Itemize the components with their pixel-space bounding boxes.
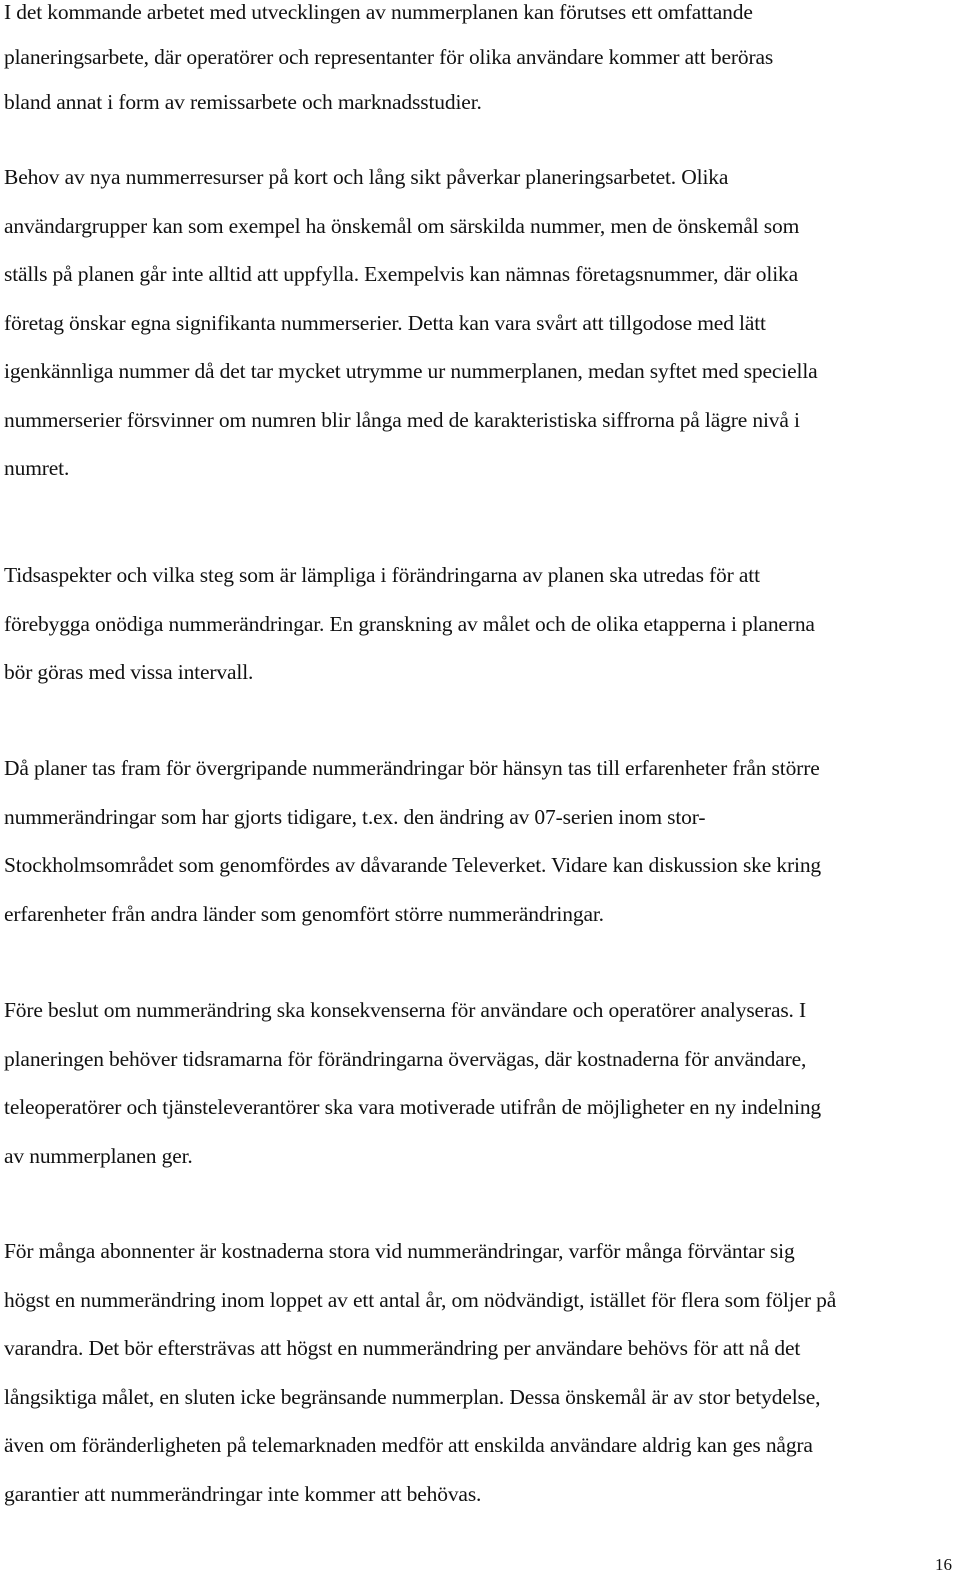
text-line: nummerserier försvinner om numren blir långa med de karakteristiska siffrorna på lägre nivå i xyxy=(4,407,800,432)
text-line: För många abonnenter är kostnaderna stora vid nummerändringar, varför många förväntar sig xyxy=(4,1239,795,1263)
text-line: Behov av nya nummerresurser på kort och lång sikt påverkar planeringsarbetet. Olika xyxy=(4,165,729,189)
page-number: 16 xyxy=(935,1555,952,1574)
text-line: långsiktiga målet, en sluten icke begränsande nummerplan. Dessa önskemål är av stor betydelse, xyxy=(4,1384,821,1409)
paragraph xyxy=(4,153,818,493)
text-line: erfarenheter från andra länder som genomfört större nummerändringar. xyxy=(4,901,604,926)
paragraph xyxy=(4,986,821,1180)
text-line: företag önskar egna signifikanta nummerserier. Detta kan vara svårt att tillgodose med lätt xyxy=(4,310,766,335)
text-line: nummerändringar som har gjorts tidigare, t.ex. den ändring av 07-serien inom stor- xyxy=(4,804,706,829)
text-line: högst en nummerändring inom loppet av ett antal år, om nödvändigt, istället för flera som följer på xyxy=(4,1287,837,1312)
paragraph xyxy=(4,0,773,125)
text-line: Tidsaspekter och vilka steg som är lämpliga i förändringarna av planen ska utredas för att xyxy=(4,563,760,587)
text-line: bland annat i form av remissarbete och marknadsstudier. xyxy=(4,90,482,114)
text-line: Stockholmsområdet som genomfördes av dåvarande Televerket. Vidare kan diskussion ske kring xyxy=(4,853,822,877)
text-line: I det kommande arbetet med utvecklingen av nummerplanen kan förutses ett omfattande xyxy=(4,0,753,24)
text-line: planeringsarbete, där operatörer och representanter för olika användare kommer att beröras xyxy=(4,45,774,69)
text-line: numret. xyxy=(4,456,70,480)
text-line: igenkännliga nummer då det tar mycket utrymme ur nummerplanen, medan syftet med speciella xyxy=(4,359,818,383)
text-line: ställs på planen går inte alltid att uppfylla. Exempelvis kan nämnas företagsnummer, där olika xyxy=(4,262,799,286)
text-line: garantier att nummerändringar inte kommer att behövas. xyxy=(4,1481,482,1506)
paragraph xyxy=(4,551,815,697)
text-line: planeringen behöver tidsramarna för förändringarna övervägas, där kostnaderna för användare, xyxy=(4,1046,807,1071)
text-line: Då planer tas fram för övergripande nummerändringar bör hänsyn tas till erfarenheter från större xyxy=(4,756,820,780)
text-line: bör göras med vissa intervall. xyxy=(4,660,254,684)
text-line: användargrupper kan som exempel ha önskemål om särskilda nummer, men de önskemål som xyxy=(4,213,800,238)
text-line: varandra. Det bör eftersträvas att högst en nummerändring per användare behövs för att nå det xyxy=(4,1336,801,1360)
text-line: förebygga onödiga nummerändringar. En granskning av målet och de olika etapperna i planerna xyxy=(4,611,815,636)
text-line: teleoperatörer och tjänsteleverantörer ska vara motiverade utifrån de möjligheter en ny indelning xyxy=(4,1095,822,1119)
text-line: av nummerplanen ger. xyxy=(4,1143,193,1168)
text-line: även om föränderligheten på telemarknaden medför att enskilda användare aldrig kan ges några xyxy=(4,1433,813,1457)
paragraph xyxy=(4,744,821,938)
paragraph xyxy=(4,1227,836,1518)
text-line: Före beslut om nummerändring ska konsekvenserna för användare och operatörer analyseras. I xyxy=(4,998,807,1022)
